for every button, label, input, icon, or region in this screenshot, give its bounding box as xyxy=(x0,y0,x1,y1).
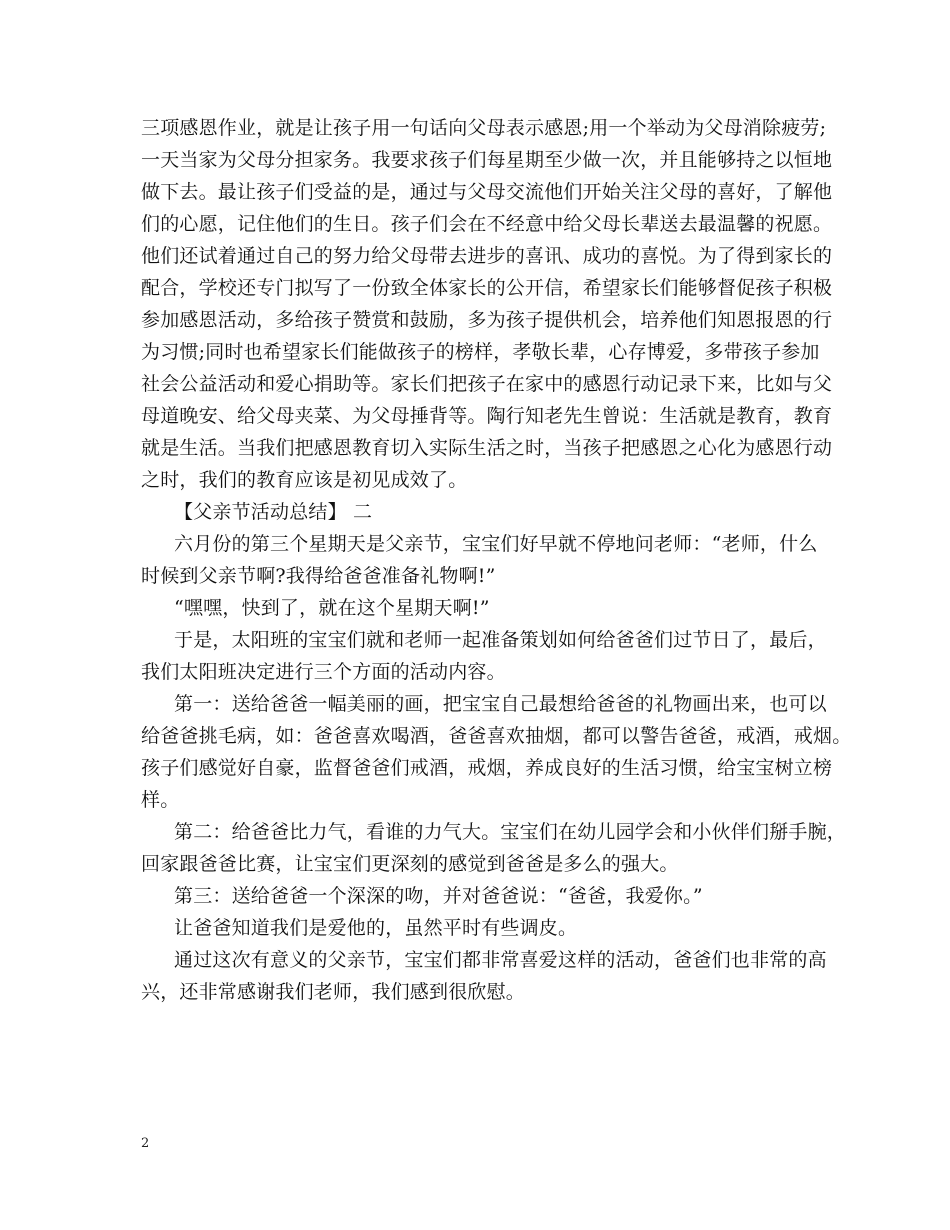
text-line: 第一：送给爸爸一幅美丽的画，把宝宝自己最想给爸爸的礼物画出来，也可以 xyxy=(174,693,827,715)
text-line: 母道晚安、给父母夹菜、为父母捶背等。陶行知老先生曾说：生活就是教育，教育 xyxy=(141,405,833,427)
text-line: 为习惯;同时也希望家长们能做孩子的榜样，孝敬长辈，心存博爱，多带孩子参加 xyxy=(141,341,820,363)
text-line: 给爸爸挑毛病，如：爸爸喜欢喝酒，爸爸喜欢抽烟，都可以警告爸爸，戒酒，戒烟。 xyxy=(141,725,852,747)
text-line: 第二：给爸爸比力气，看谁的力气大。宝宝们在幼儿园学会和小伙伴们掰手腕， xyxy=(174,821,847,843)
text-line: “嘿嘿，快到了，就在这个星期天啊!” xyxy=(174,597,490,619)
text-line: 就是生活。当我们把感恩教育切入实际生活之时，当孩子把感恩之心化为感恩行动 xyxy=(141,437,833,459)
text-line: 样。 xyxy=(141,789,180,811)
text-line: 三项感恩作业，就是让孩子用一句话向父母表示感恩;用一个举动为父母消除疲劳; xyxy=(141,117,827,139)
text-line: 参加感恩活动，多给孩子赞赏和鼓励，多为孩子提供机会，培养他们知恩报恩的行 xyxy=(141,309,833,331)
text-line: 一天当家为父母分担家务。我要求孩子们每星期至少做一次，并且能够持之以恒地 xyxy=(141,149,833,171)
text-line: 让爸爸知道我们是爱他的，虽然平时有些调皮。 xyxy=(174,917,578,939)
document-body xyxy=(141,112,852,1008)
text-line: 第三：送给爸爸一个深深的吻，并对爸爸说：“爸爸，我爱你。” xyxy=(174,885,703,907)
text-line: 孩子们感觉好自豪，监督爸爸们戒酒，戒烟，养成良好的生活习惯，给宝宝树立榜 xyxy=(141,757,833,779)
text-line: 做下去。最让孩子们受益的是，通过与父母交流他们开始关注父母的喜好，了解他 xyxy=(141,181,833,203)
text-line: 时候到父亲节啊?我得给爸爸准备礼物啊!” xyxy=(141,565,496,587)
page-number: 2 xyxy=(141,1136,150,1151)
text-line: 我们太阳班决定进行三个方面的活动内容。 xyxy=(141,661,506,683)
text-line: 【父亲节活动总结】 二 xyxy=(174,501,373,523)
text-line: 于是，太阳班的宝宝们就和老师一起准备策划如何给爸爸们过节日了，最后， xyxy=(174,629,827,651)
text-line: 他们还试着通过自己的努力给父母带去进步的喜讯、成功的喜悦。为了得到家长的 xyxy=(141,245,833,267)
text-line: 配合，学校还专门拟写了一份致全体家长的公开信，希望家长们能够督促孩子积极 xyxy=(141,277,833,299)
text-line: 回家跟爸爸比赛，让宝宝们更深刻的感觉到爸爸是多么的强大。 xyxy=(141,853,679,875)
text-line: 社会公益活动和爱心捐助等。家长们把孩子在家中的感恩行动记录下来，比如与父 xyxy=(141,373,833,395)
text-line: 们的心愿，记住他们的生日。孩子们会在不经意中给父母长辈送去最温馨的祝愿。 xyxy=(141,213,833,235)
text-line: 兴，还非常感谢我们老师，我们感到很欣慰。 xyxy=(141,981,526,1003)
text-line: 之时，我们的教育应该是初见成效了。 xyxy=(141,469,468,491)
text-line: 通过这次有意义的父亲节，宝宝们都非常喜爱这样的活动，爸爸们也非常的高 xyxy=(174,949,827,971)
text-line: 六月份的第三个星期天是父亲节，宝宝们好早就不停地问老师：“老师，什么 xyxy=(174,533,818,555)
